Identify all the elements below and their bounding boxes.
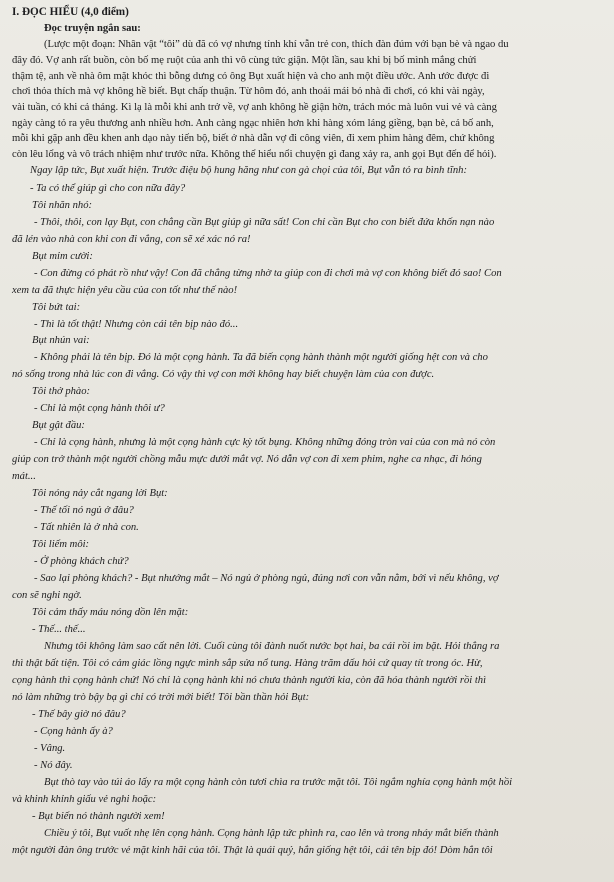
story-line: - Vâng. — [34, 743, 66, 754]
story-line: Tôi nhăn nhó: — [32, 200, 93, 211]
story-line: con sẽ nghi ngờ. — [12, 590, 82, 601]
story-line: Bụt gật đầu: — [32, 420, 85, 431]
story-line: cọng hành thì cọng hành chứ! Nó chỉ là cọng hành khi nó chưa thành người kia, còn đã hóa thành người rồi thì — [12, 675, 487, 686]
story-line: - Nó đây. — [34, 760, 73, 771]
story-line: Bụt mỉm cười: — [32, 251, 93, 262]
story-line: và khinh khỉnh giấu vẻ nghi hoặc: — [12, 794, 157, 805]
story-line: chơi thỏa thích mà vợ không hề biết. Bụt chấp thuận. Từ hôm đó, anh thoải mái bỏ nhà đi chơi, có khi vài ngày, — [12, 86, 485, 97]
story-line: mỗi khi gặp anh đều khen anh dạo này tiến bộ, biết ở nhà dẫn vợ đi công viên, đi xem phim hàng đêm, chứ không — [12, 133, 495, 144]
story-line: đây đó. Vợ anh rất buồn, còn bố mẹ ruột của anh thì vô cùng tức giận. Một lần, sau khi bị bố mình mắng chửi — [12, 55, 477, 66]
story-line: - Ta có thể giúp gì cho con nữa đây? — [30, 183, 186, 194]
story-line: mát... — [12, 471, 36, 482]
section-heading: I. ĐỌC HIỂU (4,0 điểm) — [12, 6, 129, 18]
story-line: ngày càng tỏ ra yêu thương anh nhiều hơn. Anh càng ngạc nhiên hơn khi hàng xóm láng giềng, bạn bè, cả bố anh, — [12, 118, 494, 129]
story-line: thì thật bất tiện. Tôi có cảm giác lồng ngực mình sắp sửa nổ tung. Hàng trăm dấu hỏi cứ quay tít trong óc. Hừ, — [12, 658, 483, 669]
story-line: Chiều ý tôi, Bụt vuốt nhẹ lên cọng hành. Cọng hành lập tức phình ra, cao lên và trong nháy mắt biến thành — [44, 828, 499, 839]
story-line: - Ở phòng khách chứ? — [34, 556, 129, 567]
story-line: - Thế... thế... — [32, 624, 86, 635]
story-line: - Thế tối nó ngủ ở đâu? — [34, 505, 134, 516]
story-line: Nhưng tôi không làm sao cất nên lời. Cuối cùng tôi đành nuốt nước bọt hai, ba cái rồi im bặt. Hỏi thẳng ra — [44, 641, 500, 652]
story-line: Bụt nhún vai: — [32, 335, 90, 346]
instruction-text: Đọc truyện ngắn sau: — [44, 23, 141, 34]
story-line: Ngay lập tức, Bụt xuất hiện. Trước điệu bộ hung hăng như con gà chọi của tôi, Bụt vẫn tỏ ra bình tĩnh: — [30, 165, 467, 176]
story-line: - Thế bây giờ nó đâu? — [32, 709, 126, 720]
story-line: thậm tệ, anh về nhà ôm mặt khóc thì bỗng dưng có ông Bụt xuất hiện và cho anh một điều ước. Anh ước được đi — [12, 71, 490, 82]
story-line: - Bụt biến nó thành người xem! — [32, 811, 165, 822]
story-line: - Thôi, thôi, con lạy Bụt, con chẳng cần Bụt giúp gì nữa sất! Con chỉ cần Bụt cho con biết đứa khốn nạn nào — [34, 217, 495, 228]
story-line: (Lược một đoạn: Nhân vật “tôi” dù đã có vợ nhưng tính khí vẫn trẻ con, thích đàn đúm với bạn bè và ngao du — [44, 39, 509, 50]
story-line: giúp con trở thành một người chồng mẫu mực dưới mắt vợ. Nó dẫn vợ con đi xem phim, nghe ca nhạc, đi hóng — [12, 454, 482, 465]
story-line: nó sống trong nhà lúc con đi vắng. Có vậy thì vợ con mới không hay biết chuyện làm của con được. — [12, 369, 435, 380]
story-line: Tôi bứt tai: — [32, 302, 81, 313]
story-line: - Tất nhiên là ở nhà con. — [34, 522, 139, 533]
story-line: - Sao lại phòng khách? - Bụt nhướng mắt – Nó ngủ ở phòng ngủ, đúng nơi con vẫn nằm, bởi vì nếu không, vợ — [34, 573, 499, 584]
story-line: vài tuần, có khi cả tháng. Kì lạ là mỗi khi anh trở về, vợ anh không hề giận hờn, trách móc mà luôn vui vẻ và càng — [12, 102, 497, 113]
story-line: Bụt thò tay vào túi áo lấy ra một cọng hành còn tươi chìa ra trước mặt tôi. Tôi ngắm nghía cọng hành một hồi — [44, 777, 513, 788]
story-line: - Thì là tốt thật! Nhưng còn cái tên bịp nào đó... — [34, 319, 239, 330]
story-line: còn lêu lổng và vô trách nhiệm như trước nữa. Không thể hiểu nổi chuyện gì đang xảy ra, anh gọi Bụt đến để hỏi). — [12, 149, 497, 160]
story-line: - Cọng hành ấy à? — [34, 726, 113, 737]
story-line: đã lén vào nhà con khi con đi vắng, con sẽ xé xác nó ra! — [12, 234, 251, 245]
story-line: - Chỉ là cọng hành, nhưng là một cọng hành cực kỳ tốt bụng. Không những đóng tròn vai của con mà nó còn — [34, 437, 496, 448]
story-line: - Chỉ là một cọng hành thôi ư? — [34, 403, 165, 414]
story-line: - Con đừng có phát rồ như vậy! Con đã chẳng từng nhờ ta giúp con đi chơi mà vợ con không biết đó sao! Con — [34, 268, 502, 279]
story-line: Tôi nóng nảy cắt ngang lời Bụt: — [32, 488, 168, 499]
story-line: Tôi thở phào: — [32, 386, 91, 397]
story-line: - Không phải là tên bịp. Đó là một cọng hành. Ta đã biến cọng hành thành một người giống hệt con và cho — [34, 352, 488, 363]
story-line: một người đàn ông trước vẻ mặt kinh hãi của tôi. Thật là quái quỷ, hắn giống hệt tôi, cái tên bịp đó! Dòm hắn tôi — [12, 845, 493, 856]
story-line: Tôi cảm thấy máu nóng dồn lên mặt: — [32, 607, 189, 618]
story-line: Tôi liếm môi: — [32, 539, 90, 550]
story-line: nó làm những trò bậy bạ gì chỉ có trời mới biết! Tôi bần thần hỏi Bụt: — [12, 692, 310, 703]
story-line: xem ta đã thực hiện yêu cầu của con tốt như thế nào! — [12, 285, 238, 296]
